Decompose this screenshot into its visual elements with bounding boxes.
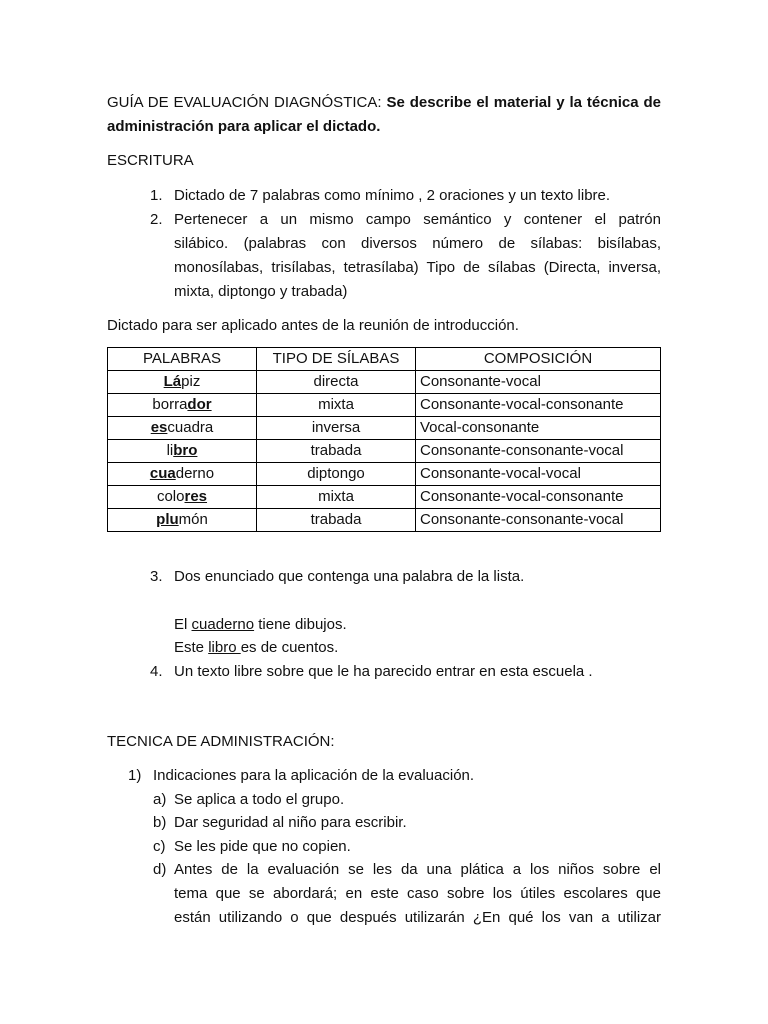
highlighted-syllable: dor: [187, 396, 212, 413]
column-header-tipo: TIPO DE SÍLABAS: [257, 348, 416, 371]
composition-cell: Consonante-consonante-vocal: [416, 440, 661, 463]
table-row: [108, 440, 661, 463]
intro-line-1: [107, 92, 661, 114]
word-cell: colores: [108, 486, 257, 509]
table-row: [108, 417, 661, 440]
syllable-type-cell: directa: [257, 371, 416, 394]
column-header-palabras: PALABRAS: [108, 348, 257, 371]
example-sentence-2: Este libro es de cuentos.: [174, 639, 339, 656]
word-cell: plumón: [108, 509, 257, 532]
table-caption: Dictado para ser aplicado antes de la reunión de introducción.: [107, 317, 519, 334]
intro-text: Se describe el material y la técnica de: [386, 94, 662, 111]
sublist-letter-c: c): [153, 838, 166, 855]
word-cell: libro: [108, 440, 257, 463]
highlighted-syllable: plu: [156, 511, 179, 528]
composition-cell: Consonante-vocal-consonante: [416, 394, 661, 417]
sublist-letter-d: d): [153, 861, 167, 878]
syllable-table: [107, 347, 661, 532]
sublist-item-b: Dar seguridad al niño para escribir.: [174, 814, 407, 831]
table-row: [108, 486, 661, 509]
list-item-tecnica-1: Indicaciones para la aplicación de la evaluación.: [153, 767, 475, 784]
syllable-type-cell: diptongo: [257, 463, 416, 486]
intro-line-2: administración para aplicar el dictado.: [107, 118, 381, 135]
highlighted-syllable: bro: [173, 442, 198, 459]
highlighted-syllable: res: [184, 488, 208, 505]
composition-cell: Vocal-consonante: [416, 417, 661, 440]
highlighted-syllable: cua: [149, 465, 176, 482]
table-row: [108, 394, 661, 417]
composition-cell: Consonante-vocal-vocal: [416, 463, 661, 486]
underlined-word: libro: [208, 639, 241, 656]
section-heading-tecnica: TECNICA DE ADMINISTRACIÓN:: [107, 733, 335, 750]
list-number-1: 1.: [150, 187, 163, 204]
syllable-type-cell: trabada: [257, 440, 416, 463]
list-number-3: 3.: [150, 568, 163, 585]
list-item-2-line-2: silábico. (palabras con diversos número de sílabas: bisílabas,: [174, 235, 661, 252]
word-cell: escuadra: [108, 417, 257, 440]
list-item-1: Dictado de 7 palabras como mínimo , 2 oraciones y un texto libre.: [174, 187, 611, 204]
word-cell: cuaderno: [108, 463, 257, 486]
syllable-type-cell: mixta: [257, 486, 416, 509]
composition-cell: Consonante-vocal-consonante: [416, 486, 661, 509]
syllable-type-cell: inversa: [257, 417, 416, 440]
sublist-letter-a: a): [153, 791, 167, 808]
word-cell: borrador: [108, 394, 257, 417]
table-row: [108, 509, 661, 532]
table-row: [108, 463, 661, 486]
table-header-row: [108, 348, 661, 371]
sublist-item-d-line-3: están utilizando o que después utilizarán ¿En qué los van a utilizar: [174, 909, 661, 926]
sublist-item-c: Se les pide que no copien.: [174, 838, 351, 855]
composition-cell: Consonante-consonante-vocal: [416, 509, 661, 532]
list-item-4: Un texto libre sobre que le ha parecido entrar en esta escuela .: [174, 663, 593, 680]
list-number-4: 4.: [150, 663, 163, 680]
sublist-item-d-line-2: tema que se abordará; en este caso sobre los útiles escolares que: [174, 885, 661, 902]
underlined-word: cuaderno: [191, 616, 255, 633]
syllable-type-cell: mixta: [257, 394, 416, 417]
example-sentence-1: El cuaderno tiene dibujos.: [174, 616, 347, 633]
list-item-3: Dos enunciado que contenga una palabra de la lista.: [174, 568, 525, 585]
highlighted-syllable: Lá: [163, 373, 182, 390]
list-item-2-line-3: monosílabas, trisílabas, tetrasílaba) Tipo de sílabas (Directa, inversa,: [174, 259, 661, 276]
syllable-type-cell: trabada: [257, 509, 416, 532]
list-item-2-line-4: mixta, diptongo y trabada): [174, 283, 348, 300]
highlighted-syllable: es: [150, 419, 168, 436]
sublist-item-d-line-1: Antes de la evaluación se les da una plática a los niños sobre el: [174, 861, 661, 878]
sublist-item-a: Se aplica a todo el grupo.: [174, 791, 345, 808]
list-number-2: 2.: [150, 211, 163, 228]
sublist-letter-b: b): [153, 814, 167, 831]
word-cell: Lápiz: [108, 371, 257, 394]
column-header-composicion: COMPOSICIÓN: [416, 348, 661, 371]
composition-cell: Consonante-vocal: [416, 371, 661, 394]
list-item-2-line-1: Pertenecer a un mismo campo semántico y contener el patrón: [174, 211, 661, 228]
table-row: [108, 371, 661, 394]
list-number-tecnica-1: 1): [128, 767, 142, 784]
section-heading-escritura: ESCRITURA: [107, 152, 194, 169]
guide-title: GUÍA DE EVALUACIÓN DIAGNÓSTICA:: [107, 94, 382, 111]
